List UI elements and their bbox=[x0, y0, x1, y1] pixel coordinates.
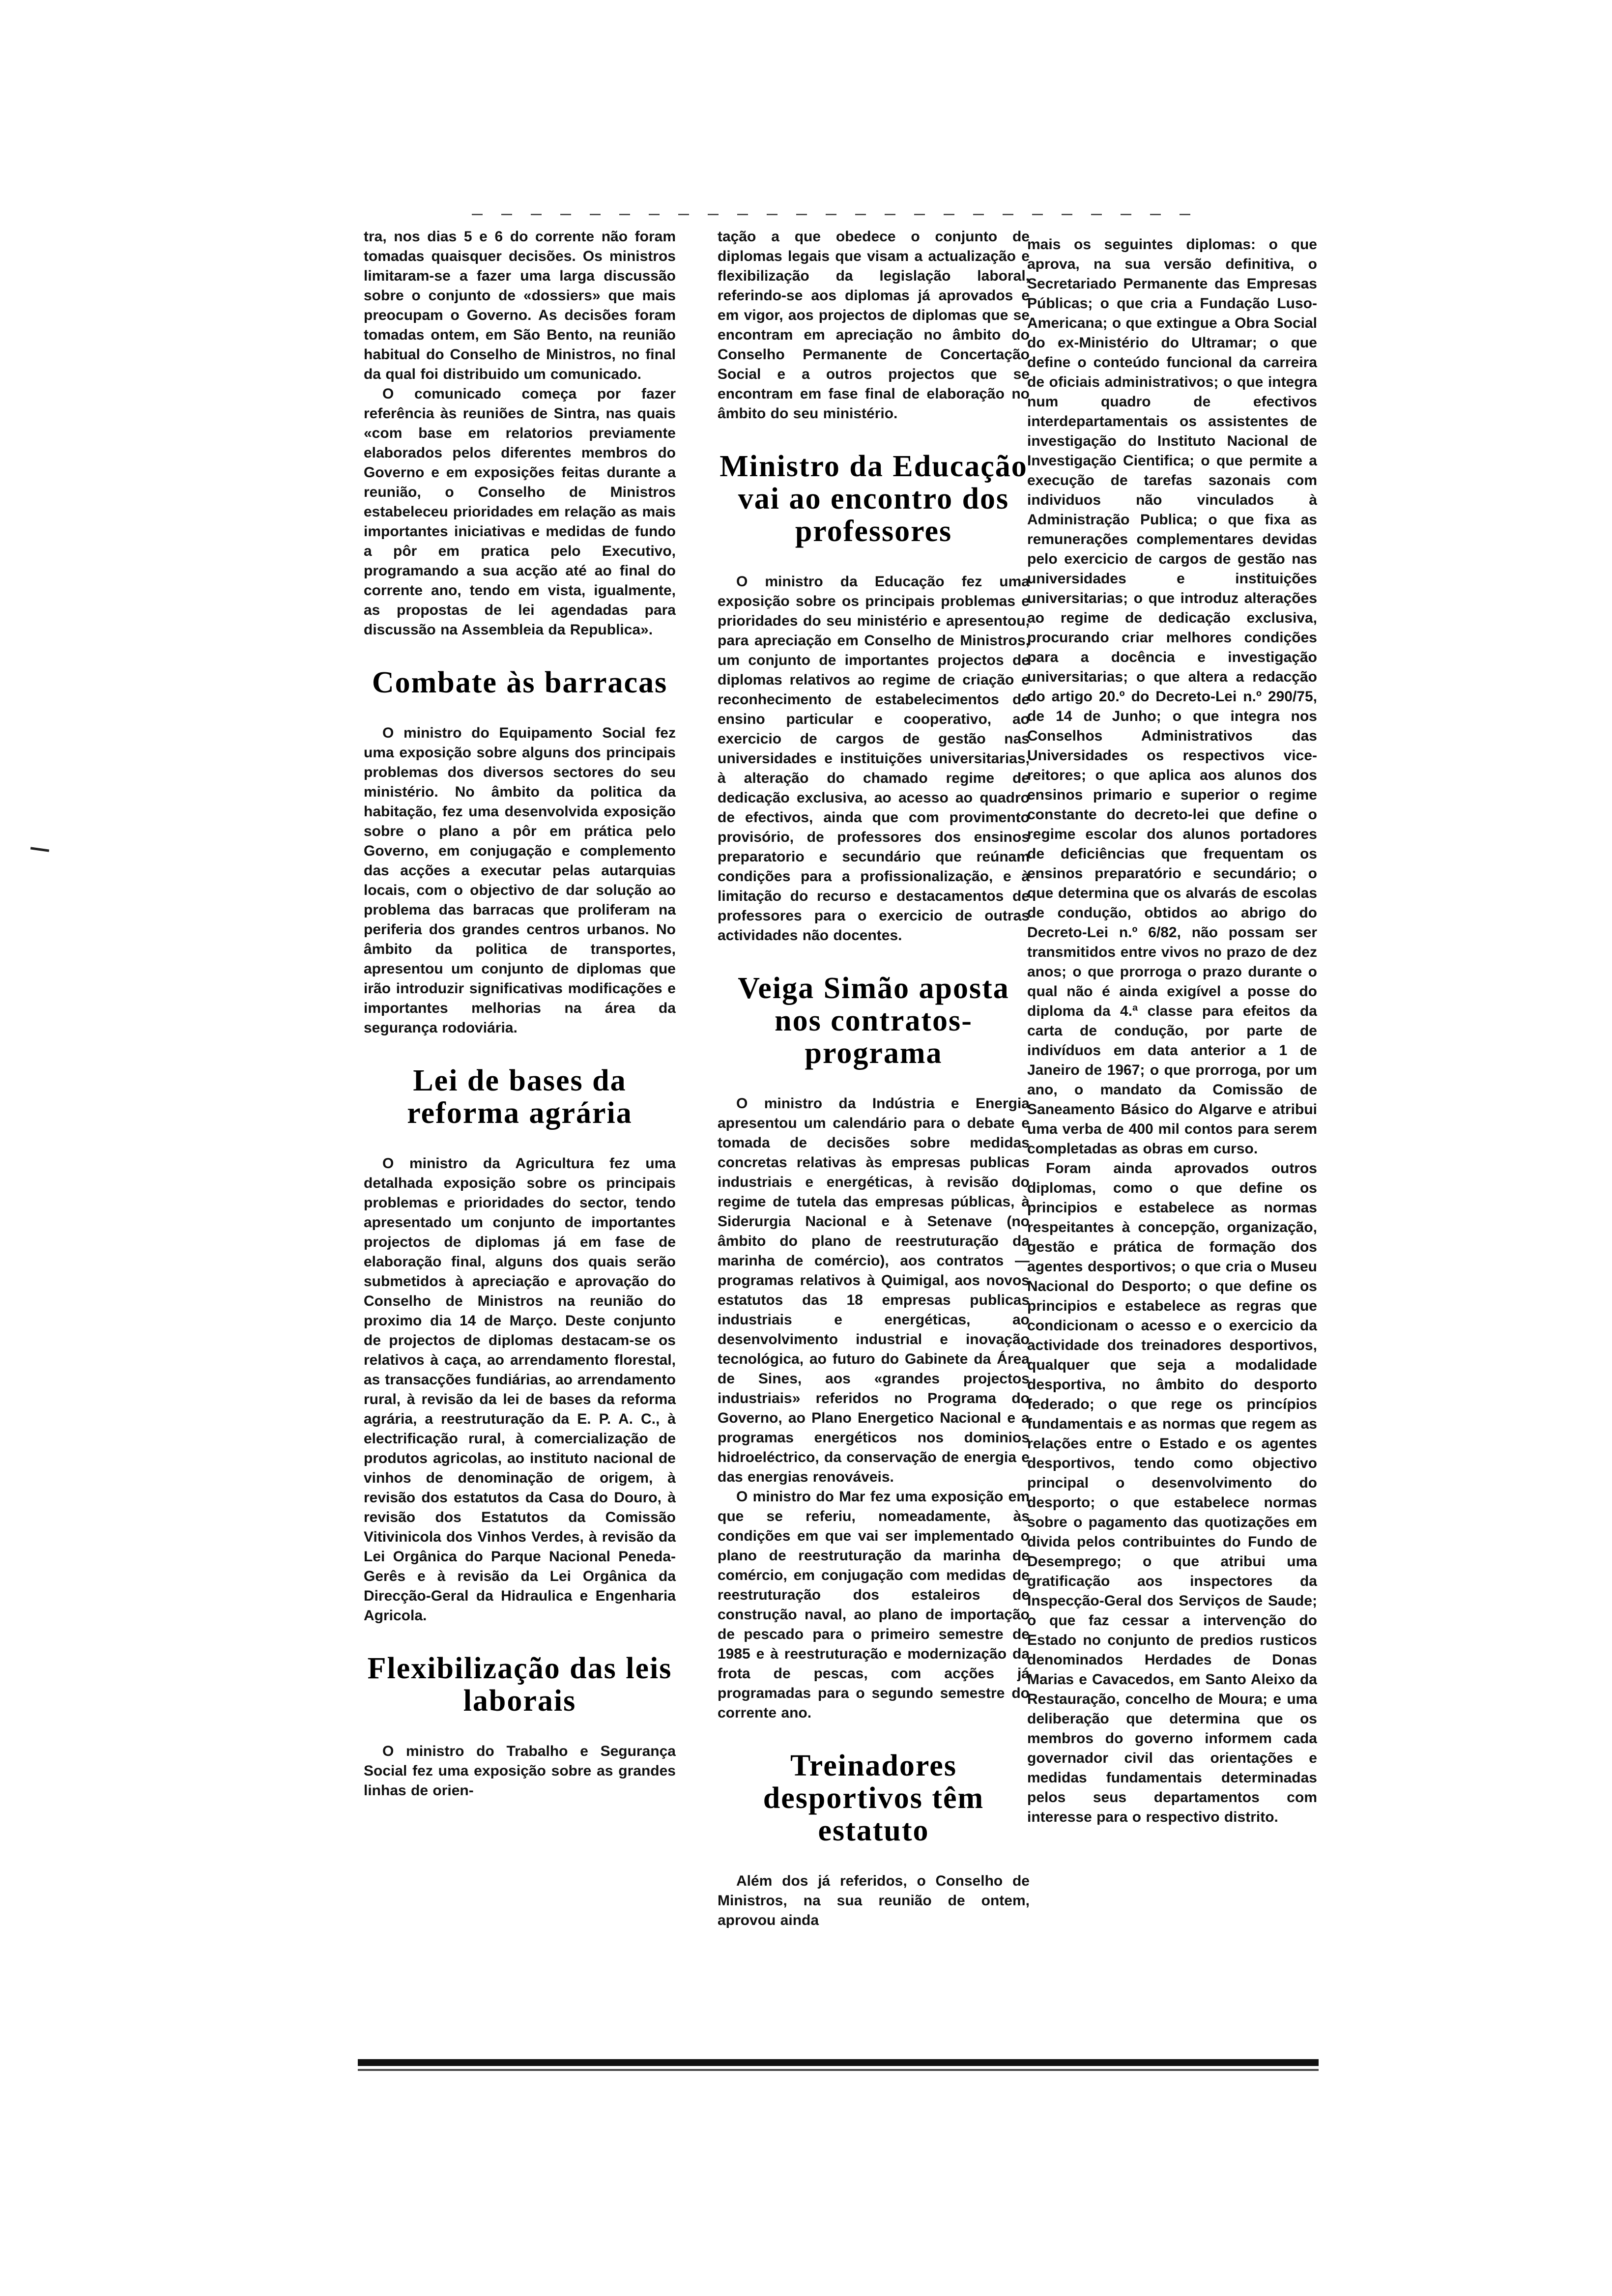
article-text: tação a que obedece o conjunto de diplomas legais que visam a actualização e flexibilização da legislação laboral, referindo-se aos diplomas já aprovados e em vigor, aos projectos de diplomas que se encontram em apreciação no âmbito do Conselho Permanente de Concertação Social e a outros projectos que se encontram em fase final de elaboração no âmbito do seu ministério. bbox=[718, 229, 1030, 422]
headline-treinadores: Treinadores desportivos têm estatuto bbox=[763, 1749, 984, 1847]
article-text: O ministro da Agricultura fez uma detalhada exposição sobre os principais problemas e prioridades do sector, tendo apresentado um conjunto de importantes projectos de diplomas já em fase de elaboração final, alguns dos quais serão submetidos à apreciação e aprovação do Conselho de Ministros na reunião do proximo dia 14 de Março. Deste conjunto de projectos de diplomas destacam-se os relativos à caça, ao arrendamento florestal, as transacções fundiárias, ao arrendamento rural, à revisão da lei de bases da reforma agrária, a reestruturação da E. P. A. C., à electrificação rural, à comercialização de produtos agricolas, ao instituto nacional de vinhos de denominação de origem, à revisão dos estatutos da Casa do Douro, à revisão dos Estatutos da Comissão Vitivinicola dos Vinhos Verdes, à revisão da Lei Orgânica do Parque Nacional Peneda-Gerês e à revisão da Lei Orgânica da Direcção-Geral da Hidraulica e Engenharia Agricola. bbox=[364, 1155, 676, 1624]
article-text: Foram ainda aprovados outros diplomas, como o que define os principios e estabelece as normas respeitantes à concepção, organização, gestão e prática de formação dos agentes desportivos; o que cria o Museu Nacional do Desporto; o que define os principios e estabelece as regras que condicionam o acesso e o exercicio da actividade dos treinadores desportivos, qualquer que seja a modalidade desportiva, no âmbito do desporto federado; o que rege os princípios fundamentais e as normas que regem as relações entre o Estado e os agentes desportivos, tendo como objectivo principal o desenvolvimento do desporto; o que estabelece normas sobre o pagamento das quotizações em divida pelos contribuintes do Fundo de Desemprego; o que atribui uma gratificação aos inspectores da Inspecção-Geral dos Serviços de Saude; o que faz cessar a intervenção do Estado no conjunto de predios rusticos denominados Herdades de Donas Marias e Cavacedos, em Santo Aleixo da Restauração, concelho de Moura; e uma deliberação que determina que os membros do governo informem cada governador civil das orientações e medidas fundamentais determinadas pelos seus departamentos com interesse para o respectivo distrito. bbox=[1027, 1160, 1317, 1825]
column-2 bbox=[718, 227, 1030, 1930]
article-text: tra, nos dias 5 e 6 do corrente não foram tomadas quaisquer decisões. Os ministros limitaram-se a fazer uma larga discussão sobre o conjunto de «dossiers» que mais preocupam o Governo. As decisões foram tomadas ontem, em São Bento, na reunião habitual do Conselho de Ministros, no final da qual foi distribuido um comunicado. bbox=[364, 229, 676, 382]
article-text: O ministro da Educação fez uma exposição sobre os principais problemas e prioridades do seu ministério e apresentou, para apreciação em Conselho de Ministros, um conjunto de importantes projectos de diplomas relativos ao regime de criação e reconhecimento de estabelecimentos de ensino particular e cooperativo, ao exercicio de cargos de gestão nas universidades e instituições universitarias, à alteração do chamado regime de dedicação exclusiva, ao acesso ao quadro de efectivos, ainda que com provimento provisório, de professores dos ensinos preparatorio e secundário que reúnam condições para a profissionalização, e à limitação do recurso e destacamentos de professores para o exercicio de outras actividades não docentes. bbox=[718, 574, 1030, 944]
article-text: O comunicado começa por fazer referência às reuniões de Sintra, nas quais «com base em relatorios previamente elaborados pelos diferentes membros do Governo e em exposições feitas durante a reunião, o Conselho de Ministros estabeleceu prioridades em relação as mais importantes iniciativas e medidas de fundo a pôr em pratica pelo Executivo, programando a sua acção até ao final do corrente ano, tendo em vista, igualmente, as propostas de lei agendadas para discussão na Assembleia da Republica». bbox=[364, 386, 676, 638]
headline-reforma-agraria: Lei de bases da reforma agrária bbox=[407, 1064, 633, 1130]
article-text: O ministro do Equipamento Social fez uma exposição sobre alguns dos principais problemas dos diversos sectores do seu ministério. No âmbito da politica da habitação, fez uma desenvolvida exposição sobre o plano a pôr em prática pelo Governo, em conjugação e complemento das acções a executar pelas autarquias locais, com o objectivo de dar solução ao problema das barracas que proliferam na periferia dos grandes centros urbanos. No âmbito da politica de transportes, apresentou um conjunto de diplomas que irão introduzir significativas modificações e importantes melhorias na área da segurança rodoviária. bbox=[364, 725, 676, 1036]
scan-artifact-line bbox=[472, 214, 1209, 215]
headline-leis-laborais: Flexibilização das leis laborais bbox=[367, 1652, 672, 1718]
headline-educacao: Ministro da Educação vai ao encontro dos professores bbox=[720, 450, 1028, 548]
margin-mark bbox=[30, 847, 49, 852]
article-text: O ministro do Trabalho e Segurança Social fez uma exposição sobre as grandes linhas de orien- bbox=[364, 1743, 676, 1799]
column-1 bbox=[364, 227, 676, 1801]
headline-barracas: Combate às barracas bbox=[372, 666, 668, 699]
bottom-rule bbox=[358, 2059, 1319, 2066]
headline-veiga-simao: Veiga Simão aposta nos contratos-programa bbox=[738, 972, 1009, 1070]
article-text: mais os seguintes diplomas: o que aprova, na sua versão definitiva, o Secretariado Permanente das Empresas Públicas; o que cria a Fundação Luso-Americana; o que extingue a Obra Social do ex-Ministério do Ultramar; o que define o conteúdo funcional da carreira de oficiais administrativos; o que integra num quadro de efectivos interdepartamentais os assistentes de investigação do Instituto Nacional de Investigação Cientifica; o que permite a execução de tarefas sazonais com individuos não vinculados à Administração Publica; o que fixa as remunerações complementares devidas pelo exercicio de cargos de gestão nas universidades e instituições universitarias; o que introduz alterações ao regime de dedicação exclusiva, procurando criar melhores condições para a docência e investigação universitarias; o que altera a redacção do artigo 20.º do Decreto-Lei n.º 290/75, de 14 de Junho; o que integra nos Conselhos Administrativos das Universidades os respectivos vice-reitores; o que aplica aos alunos dos ensinos primario e superior o regime constante do decreto-lei que define o regime escolar dos alunos portadores de deficiências que frequentam os ensinos preparatório e secundário; o que determina que os alvarás de escolas de condução, obtidos ao abrigo do Decreto-Lei n.º 6/82, não possam ser transmitidos entre vivos no prazo de dez anos; o que prorroga o prazo durante o qual não é ainda exigível a posse do diploma da 4.ª classe para efeitos da carta de condução, por parte de indivíduos em data anterior a 1 de Janeiro de 1967; o que prorroga, por um ano, o mandato da Comissão de Saneamento Básico do Algarve e atribui uma verba de 400 mil contos para serem completadas as obras em curso. bbox=[1027, 236, 1317, 1157]
article-text: O ministro da Indústria e Energia apresentou um calendário para o debate e tomada de decisões sobre medidas concretas relativas às empresas publicas industriais e energéticas, à revisão do regime de tutela das empresas públicas, à Siderurgia Nacional e à Setenave (no âmbito do plano de reestruturação da marinha de comércio), aos contratos — programas relativos à Quimigal, aos novos estatutos das 18 empresas publicas industriais e energéticas, ao desenvolvimento industrial e inovação tecnológica, ao futuro do Gabinete da Área de Sines, aos «grandes projectos industriais» referidos no Programa do Governo, ao Plano Energetico Nacional e a programas energéticos nos dominios hidroeléctrico, da conservação de energia e das energias renováveis. bbox=[718, 1095, 1030, 1485]
article-text: Além dos já referidos, o Conselho de Ministros, na sua reunião de ontem, aprovou ainda bbox=[718, 1873, 1030, 1928]
bottom-rule-thin bbox=[358, 2069, 1319, 2071]
article-text: O ministro do Mar fez uma exposição em que se referiu, nomeadamente, às condições em que vai ser implementado o plano de reestruturação da marinha de comércio, em conjugação com medidas de reestruturação dos estaleiros de construção naval, ao plano de importação de pescado para o primeiro semestre de 1985 e à reestruturação e modernização da frota de pescas, com acções já programadas para o segundo semestre do corrente ano. bbox=[718, 1489, 1030, 1721]
column-3 bbox=[1027, 235, 1317, 1827]
